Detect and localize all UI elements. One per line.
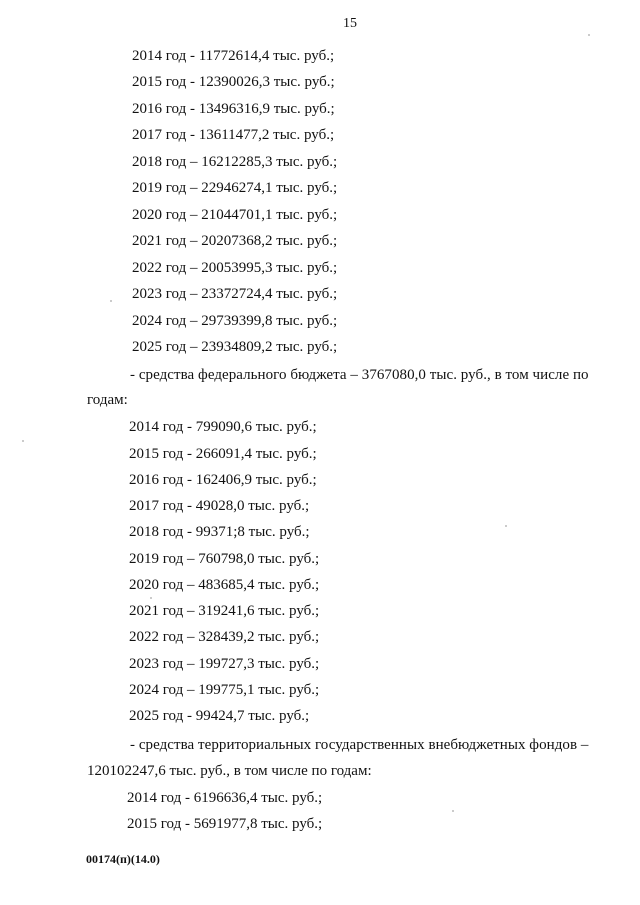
year-line-2018: 2018 год – 16212285,3 тыс. руб.; <box>132 154 338 170</box>
federal-budget-paragraph: - средства федерального бюджета – 3767080,0 тыс. руб., в том числе по <box>130 367 589 383</box>
federal-year-line-2018: 2018 год - 99371;8 тыс. руб.; <box>129 524 310 540</box>
federal-year-line-2022: 2022 год – 328439,2 тыс. руб.; <box>129 629 320 645</box>
federal-year-line-2024: 2024 год – 199775,1 тыс. руб.; <box>129 682 320 698</box>
territorial-year-line-2015: 2015 год - 5691977,8 тыс. руб.; <box>127 816 323 832</box>
territorial-funds-paragraph-cont: 120102247,6 тыс. руб., в том числе по годам: <box>87 763 372 779</box>
scan-speck <box>22 440 24 442</box>
year-line-2023: 2023 год – 23372724,4 тыс. руб.; <box>132 286 338 302</box>
scan-speck <box>150 597 152 599</box>
scan-speck <box>110 300 112 302</box>
scan-speck <box>452 810 454 812</box>
page-number: 15 <box>343 16 357 31</box>
federal-year-line-2025: 2025 год - 99424,7 тыс. руб.; <box>129 708 310 724</box>
federal-year-line-2014: 2014 год - 799090,6 тыс. руб.; <box>129 419 317 435</box>
federal-year-line-2021: 2021 год – 319241,6 тыс. руб.; <box>129 603 320 619</box>
year-line-2019: 2019 год – 22946274,1 тыс. руб.; <box>132 180 338 196</box>
year-line-2017: 2017 год - 13611477,2 тыс. руб.; <box>132 127 335 143</box>
scan-speck <box>505 525 507 527</box>
year-line-2022: 2022 год – 20053995,3 тыс. руб.; <box>132 260 338 276</box>
year-line-2014: 2014 год - 11772614,4 тыс. руб.; <box>132 48 335 64</box>
year-line-2015: 2015 год - 12390026,3 тыс. руб.; <box>132 74 335 90</box>
year-line-2025: 2025 год – 23934809,2 тыс. руб.; <box>132 339 338 355</box>
year-line-2024: 2024 год – 29739399,8 тыс. руб.; <box>132 313 338 329</box>
document-code: 00174(п)(14.0) <box>86 852 160 866</box>
scan-speck <box>588 34 590 36</box>
federal-year-line-2020: 2020 год – 483685,4 тыс. руб.; <box>129 577 320 593</box>
federal-budget-paragraph-cont: годам: <box>87 392 128 408</box>
year-line-2020: 2020 год – 21044701,1 тыс. руб.; <box>132 207 338 223</box>
federal-year-line-2019: 2019 год – 760798,0 тыс. руб.; <box>129 551 320 567</box>
year-line-2021: 2021 год – 20207368,2 тыс. руб.; <box>132 233 338 249</box>
federal-year-line-2023: 2023 год – 199727,3 тыс. руб.; <box>129 656 320 672</box>
federal-year-line-2015: 2015 год - 266091,4 тыс. руб.; <box>129 446 317 462</box>
territorial-year-line-2014: 2014 год - 6196636,4 тыс. руб.; <box>127 790 323 806</box>
year-line-2016: 2016 год - 13496316,9 тыс. руб.; <box>132 101 335 117</box>
territorial-funds-paragraph: - средства территориальных государственных внебюджетных фондов – <box>130 737 589 753</box>
federal-year-line-2017: 2017 год - 49028,0 тыс. руб.; <box>129 498 310 514</box>
federal-year-line-2016: 2016 год - 162406,9 тыс. руб.; <box>129 472 317 488</box>
